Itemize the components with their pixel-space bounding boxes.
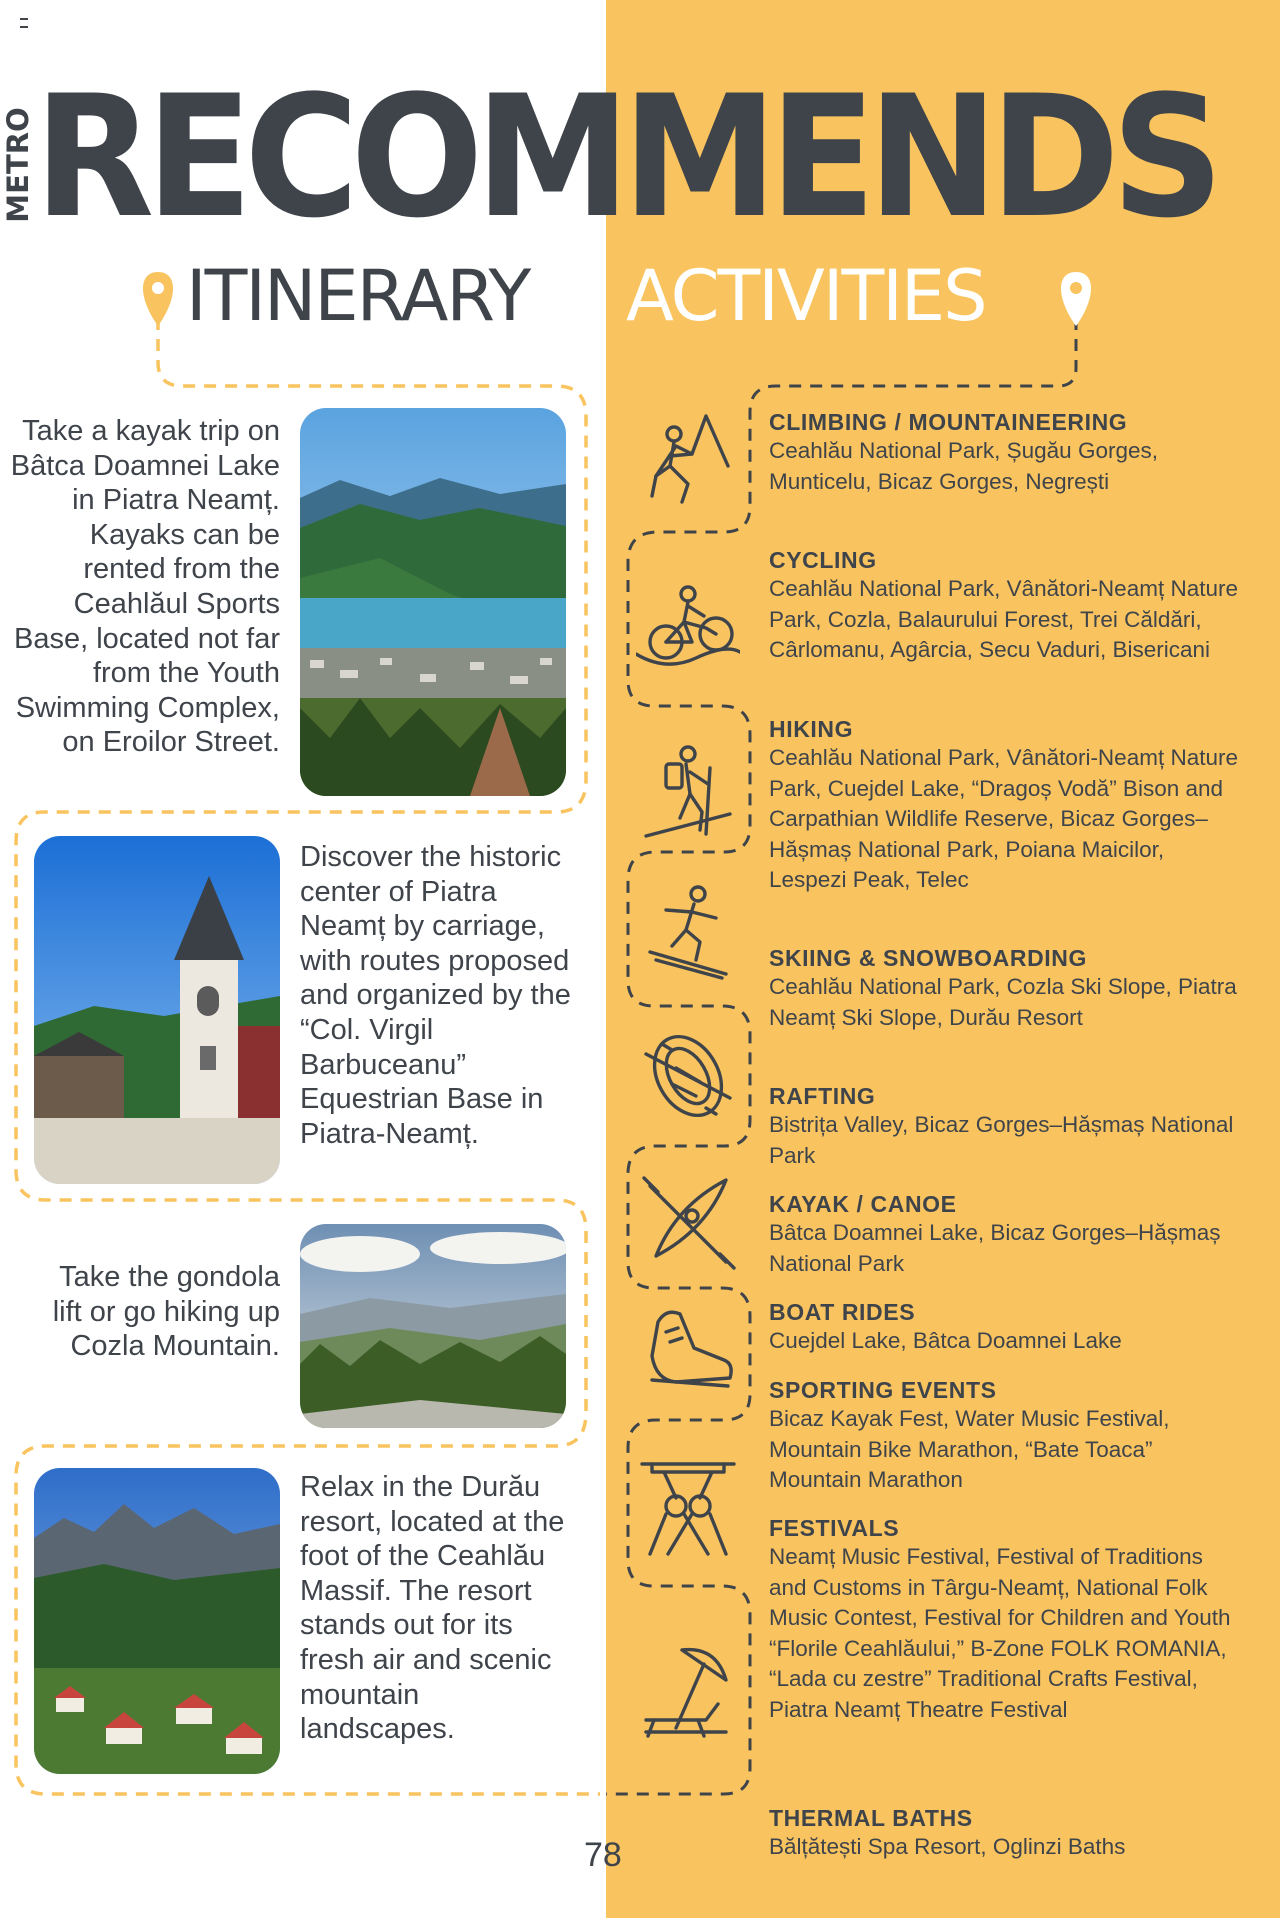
activity-places: Ceahlău National Park, Cozla Ski Slope, Piatra Neamț Ski Slope, Durău Resort [769, 974, 1237, 1030]
activity-places: Neamț Music Festival, Festival of Traditions and Customs in Târgu-Neamț, National Folk Music Contest, Festival for Children and Youth “Florile Ceahlăului,” B-Zone FOLK ROMANIA, “Lada cu zestre” Traditional Crafts Festival, Piatra Neamț Theatre Festival [769, 1544, 1231, 1722]
brand-name: METRO [1, 107, 35, 223]
activity-places: Bălțătești Spa Resort, Oglinzi Baths [769, 1834, 1126, 1859]
activity-item [769, 408, 1239, 497]
activity-places: Ceahlău National Park, Vânători-Neamț Nature Park, Cozla, Balaurului Forest, Trei Căldări, Cârlomanu, Agârcia, Secu Vaduri, Bisericani [769, 576, 1238, 662]
activity-places: Bâtca Doamnei Lake, Bicaz Gorges–Hășmaș National Park [769, 1220, 1221, 1276]
itinerary-item-text: Relax in the Durău resort, located at the foot of the Ceahlău Massif. The resort stands out for its fresh air and scenic mountain landscapes. [300, 1471, 565, 1746]
menu-icon [20, 18, 28, 28]
hiking-icon [636, 738, 740, 842]
activity-item [769, 944, 1239, 1033]
page-number: 78 [584, 1836, 622, 1874]
festivals-icon [636, 1640, 740, 1744]
activity-title: RAFTING [769, 1083, 876, 1109]
activity-title: THERMAL BATHS [769, 1805, 973, 1831]
activity-title: CYCLING [769, 547, 877, 573]
itinerary-heading: ITINERARY [186, 255, 530, 337]
skiing-icon [636, 880, 740, 984]
activity-item [769, 1804, 1239, 1863]
activity-item [769, 1190, 1239, 1279]
bell-tower-photo [34, 836, 280, 1184]
activity-places: Ceahlău National Park, Vânători-Neamț Nature Park, Cuejdel Lake, “Dragoș Vodă” Bison and Carpathian Wildlife Reserve, Bicaz Gorges–Hășmaș National Park, Poiana Maicilor, Lespezi Peak, Telec [769, 745, 1238, 892]
activity-title: SKIING & SNOWBOARDING [769, 945, 1087, 971]
activity-places: Ceahlău National Park, Șugău Gorges, Munticelu, Bicaz Gorges, Negrești [769, 438, 1158, 494]
activity-item [769, 1376, 1239, 1496]
activity-places: Bistrița Valley, Bicaz Gorges–Hășmaș National Park [769, 1112, 1234, 1168]
activity-item [769, 1298, 1239, 1357]
brand-logo [0, 100, 36, 230]
activity-item [769, 1514, 1239, 1725]
cozla-mountain-photo [300, 1224, 566, 1428]
activity-title: FESTIVALS [769, 1515, 900, 1541]
activities-heading: ACTIVITIES [626, 255, 986, 337]
itinerary-item-text: Discover the historic center of Piatra Neamț by carriage, with routes proposed and organized by the “Col. Virgil Barbuceanu” Equestrian Base in Piatra-Neamț. [300, 841, 571, 1150]
activity-item [769, 715, 1239, 896]
activity-title: SPORTING EVENTS [769, 1377, 997, 1403]
cycling-icon [636, 572, 740, 676]
climbing-icon [636, 406, 740, 510]
activity-places: Cuejdel Lake, Bâtca Doamnei Lake [769, 1328, 1122, 1353]
kayak-icon [636, 1166, 740, 1270]
sporting-events-icon [636, 1458, 740, 1562]
location-pin-icon [143, 272, 173, 326]
activity-item [769, 1082, 1239, 1171]
activity-title: KAYAK / CANOE [769, 1191, 957, 1217]
activity-places: Bicaz Kayak Fest, Water Music Festival, Mountain Bike Marathon, “Bate Toaca” Mountain Marathon [769, 1406, 1170, 1492]
durau-resort-photo [34, 1468, 280, 1774]
page-title: RECOMMENDS [34, 59, 1216, 255]
activity-title: BOAT RIDES [769, 1299, 916, 1325]
activity-title: CLIMBING / MOUNTAINEERING [769, 409, 1128, 435]
itinerary-item-text: Take a kayak trip on Bâtca Doamnei Lake in Piatra Neamț. Kayaks can be rented from the Ceahlăul Sports Base, located not far from the Youth Swimming Complex, on Eroilor Street. [10, 415, 280, 759]
boat-rides-icon [636, 1296, 740, 1400]
itinerary-item-text: Take the gondola lift or go hiking up Cozla Mountain. [52, 1261, 280, 1363]
activity-item [769, 546, 1239, 666]
lake-panorama-photo [300, 408, 566, 796]
rafting-icon [636, 1024, 740, 1128]
activity-title: HIKING [769, 716, 854, 742]
